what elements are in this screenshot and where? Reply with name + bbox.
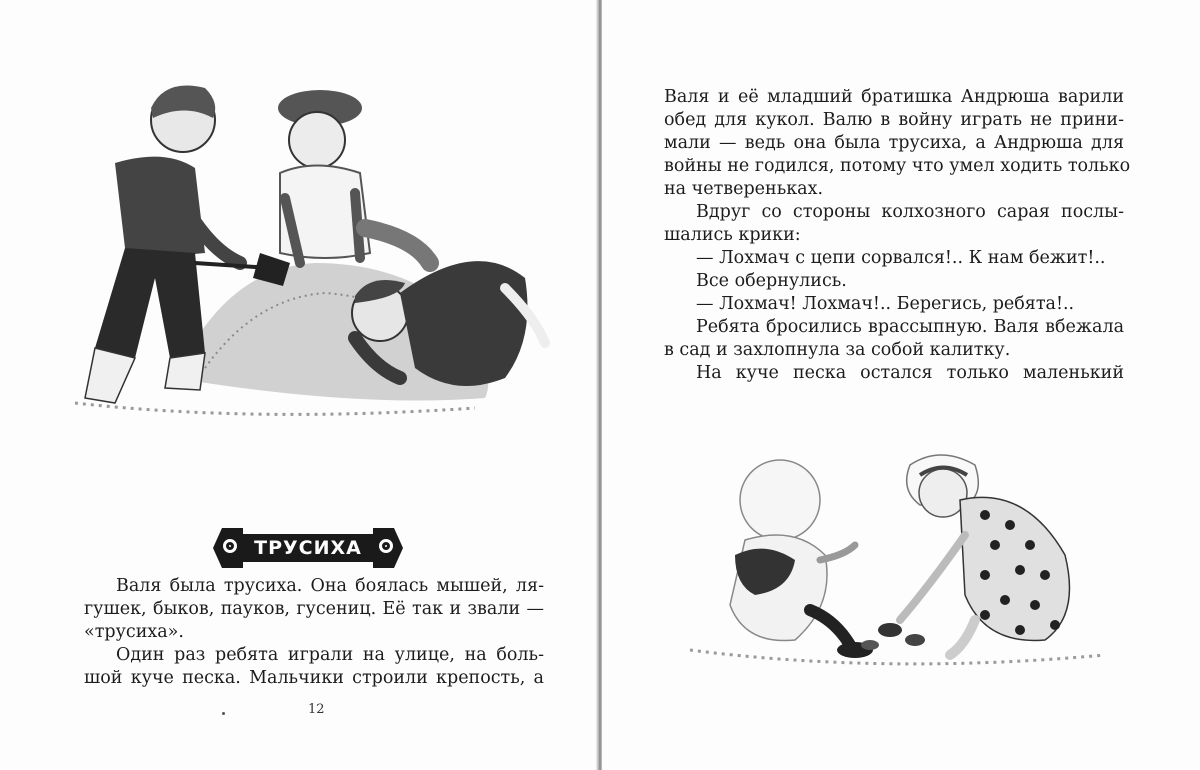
text-line: Валя и её младший братишка Андрюша варили	[664, 87, 1124, 107]
paragraph	[84, 644, 544, 667]
paragraph-continuation	[84, 598, 544, 644]
left-page-text	[84, 575, 544, 690]
paragraph-continuation	[664, 224, 1124, 247]
text-line: гушек, быков, пауков, гусениц. Её так и звали —	[84, 599, 544, 619]
text-line: обед для кукол. Валю в войну играть не прини-	[664, 110, 1124, 130]
text-line: на четвереньках.	[664, 179, 824, 199]
text-line: мали — ведь она была трусиха, а Андрюша для	[664, 133, 1124, 153]
paragraph	[664, 247, 1124, 270]
text-line: — Лохмач! Лохмач!.. Берегись, ребята!..	[696, 294, 1075, 314]
paragraph	[84, 575, 544, 598]
paragraph	[664, 201, 1124, 224]
text-line: На куче песка остался только маленький	[696, 363, 1124, 383]
print-speck	[222, 712, 225, 715]
paragraph	[664, 316, 1124, 339]
text-line: — Лохмач с цепи сорвался!.. К нам бежит!..	[696, 248, 1106, 268]
text-line: Ребята бросились врассыпную. Валя вбежала	[696, 317, 1124, 337]
text-line: Вдруг со стороны колхозного сарая послы-	[696, 202, 1124, 222]
text-line: в сад и захлопнула за собой калитку.	[664, 340, 1011, 360]
paragraph	[664, 293, 1124, 316]
text-line: шались крики:	[664, 225, 801, 245]
paragraph	[664, 362, 1124, 385]
chapter-heading	[213, 528, 403, 568]
text-line: Валя была трусиха. Она боялась мышей, ля-	[116, 576, 544, 596]
girl-and-toddler-illustration	[685, 445, 1115, 675]
text-line: Один раз ребята играли на улице, на боль-	[116, 645, 544, 665]
text-line: шой куче песка. Мальчики строили крепость, а	[84, 668, 544, 688]
left-page	[0, 0, 598, 770]
right-page-text	[664, 86, 1131, 385]
chapter-title: ТРУСИХА	[254, 537, 362, 559]
paragraph	[664, 270, 1124, 293]
text-line: войны не годился, потому что умел ходить только	[664, 156, 1131, 176]
paragraph-continuation	[664, 339, 1124, 362]
paragraph	[664, 86, 1131, 201]
boys-digging-sand-illustration	[55, 78, 555, 428]
text-line: Все обернулись.	[696, 271, 847, 291]
page-number: 12	[308, 702, 325, 717]
paragraph-continuation	[84, 667, 544, 690]
text-line: «трусиха».	[84, 622, 184, 642]
